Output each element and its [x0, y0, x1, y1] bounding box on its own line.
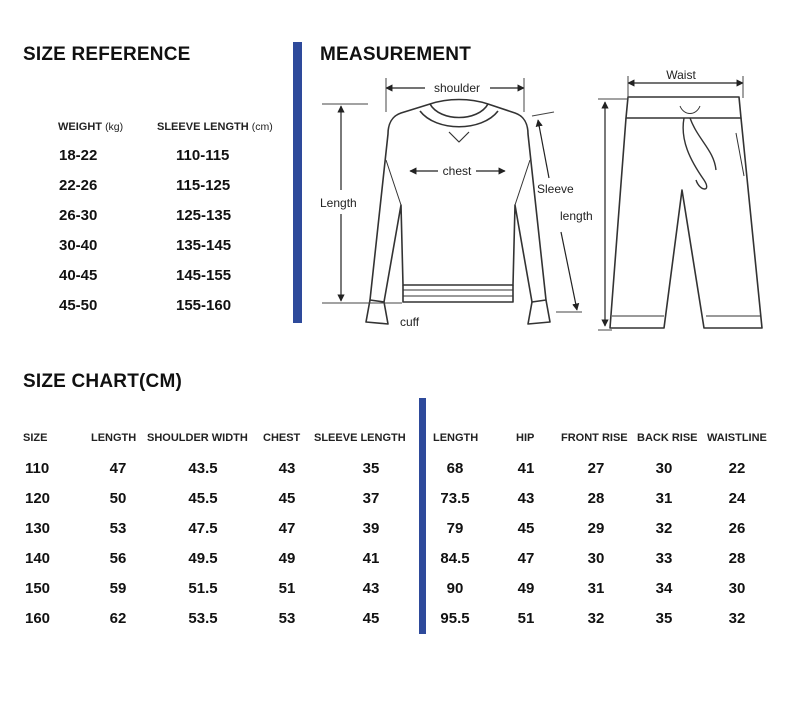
sleeve-length-label: length: [560, 209, 593, 223]
cell-hip: 47: [517, 550, 535, 567]
ref-weight-cell: 45-50: [59, 297, 98, 314]
cuff-label: cuff: [400, 315, 420, 329]
col-chest: CHEST: [263, 432, 301, 444]
cell-shoulder-width: 51.5: [188, 580, 218, 597]
col-pants-length: LENGTH: [433, 432, 479, 444]
cell-sleeve-length: 35: [362, 460, 380, 477]
ref-weight-cell: 18-22: [59, 147, 98, 164]
cell-size: 130: [25, 520, 51, 537]
chest-label: chest: [442, 164, 472, 178]
cell-shoulder-width: 43.5: [188, 460, 218, 477]
size-reference-title: SIZE REFERENCE: [23, 44, 191, 65]
cell-hip: 51: [517, 610, 535, 627]
cell-size: 120: [25, 490, 51, 507]
ref-weight-cell: 26-30: [59, 207, 98, 224]
divider-bar-bottom: [419, 398, 426, 634]
measurement-title: MEASUREMENT: [320, 44, 472, 65]
col-hip: HIP: [516, 432, 535, 444]
col-waistline: WAISTLINE: [707, 432, 767, 444]
cell-waistline: 32: [728, 610, 746, 627]
cell-chest: 47: [278, 520, 296, 537]
sleeve-label: Sleeve: [537, 182, 574, 196]
cell-hip: 41: [517, 460, 535, 477]
cell-back-rise: 35: [655, 610, 673, 627]
cell-pants-length: 90: [446, 580, 464, 597]
cell-chest: 51: [278, 580, 296, 597]
cell-waistline: 24: [728, 490, 746, 507]
garment-diagram: [0, 0, 790, 340]
cell-hip: 45: [517, 520, 535, 537]
cell-top-length: 53: [109, 520, 127, 537]
ref-weight-cell: 30-40: [59, 237, 98, 254]
cell-hip: 43: [517, 490, 535, 507]
ref-sleeve-cell: 110-115: [176, 147, 230, 164]
cell-hip: 49: [517, 580, 535, 597]
cell-front-rise: 28: [587, 490, 605, 507]
ref-sleeve-cell: 135-145: [176, 237, 232, 254]
cell-waistline: 26: [728, 520, 746, 537]
cell-back-rise: 32: [655, 520, 673, 537]
cell-sleeve-length: 37: [362, 490, 380, 507]
cell-pants-length: 73.5: [440, 490, 470, 507]
size-chart-title: SIZE CHART(CM): [23, 371, 183, 392]
cell-size: 110: [25, 460, 50, 477]
length-label: Length: [320, 196, 357, 210]
cell-top-length: 50: [109, 490, 127, 507]
ref-sleeve-cell: 155-160: [176, 297, 232, 314]
waist-label: Waist: [666, 68, 696, 82]
cell-pants-length: 79: [446, 520, 464, 537]
cell-pants-length: 95.5: [440, 610, 470, 627]
shoulder-label: shoulder: [433, 81, 481, 95]
sweatshirt-drawing: [366, 100, 550, 325]
cell-waistline: 22: [728, 460, 746, 477]
cell-waistline: 30: [728, 580, 746, 597]
cell-chest: 45: [278, 490, 296, 507]
cell-shoulder-width: 53.5: [188, 610, 218, 627]
col-shoulder-width: SHOULDER WIDTH: [147, 432, 248, 444]
cell-back-rise: 30: [655, 460, 673, 477]
cell-shoulder-width: 49.5: [188, 550, 218, 567]
cell-sleeve-length: 43: [362, 580, 380, 597]
cell-shoulder-width: 47.5: [188, 520, 218, 537]
cell-size: 160: [25, 610, 51, 627]
cell-shoulder-width: 45.5: [188, 490, 218, 507]
cell-waistline: 28: [728, 550, 746, 567]
cell-front-rise: 29: [587, 520, 605, 537]
col-top-length: LENGTH: [91, 432, 137, 444]
sleeve-header-label: SLEEVE LENGTH: [157, 121, 249, 133]
cell-size: 150: [25, 580, 51, 597]
ref-sleeve-cell: 125-135: [176, 207, 232, 224]
cell-back-rise: 33: [655, 550, 673, 567]
cell-front-rise: 31: [587, 580, 605, 597]
cell-pants-length: 68: [446, 460, 464, 477]
cell-size: 140: [25, 550, 51, 567]
ref-sleeve-cell: 145-155: [176, 267, 232, 284]
sleeve-unit: (cm): [251, 121, 273, 133]
cell-top-length: 56: [109, 550, 127, 567]
cell-top-length: 59: [109, 580, 127, 597]
cell-front-rise: 32: [587, 610, 605, 627]
cell-front-rise: 27: [587, 460, 605, 477]
col-size: SIZE: [23, 432, 48, 444]
cell-sleeve-length: 45: [362, 610, 380, 627]
cell-front-rise: 30: [587, 550, 605, 567]
col-back-rise: BACK RISE: [637, 432, 698, 444]
weight-unit: (kg): [105, 121, 124, 133]
col-sleeve-length: SLEEVE LENGTH: [314, 432, 406, 444]
cell-pants-length: 84.5: [440, 550, 470, 567]
ref-weight-cell: 22-26: [59, 177, 98, 194]
cell-back-rise: 34: [655, 580, 673, 597]
ref-sleeve-cell: 115-125: [176, 177, 231, 194]
cell-chest: 53: [278, 610, 296, 627]
cell-sleeve-length: 39: [362, 520, 380, 537]
cell-top-length: 62: [109, 610, 127, 627]
ref-weight-cell: 40-45: [59, 267, 98, 284]
pants-drawing: [610, 97, 762, 328]
cell-top-length: 47: [109, 460, 127, 477]
weight-header-label: WEIGHT: [58, 121, 102, 133]
cell-chest: 43: [278, 460, 296, 477]
cell-sleeve-length: 41: [362, 550, 380, 567]
cell-chest: 49: [278, 550, 296, 567]
col-front-rise: FRONT RISE: [561, 432, 628, 444]
cell-back-rise: 31: [655, 490, 673, 507]
